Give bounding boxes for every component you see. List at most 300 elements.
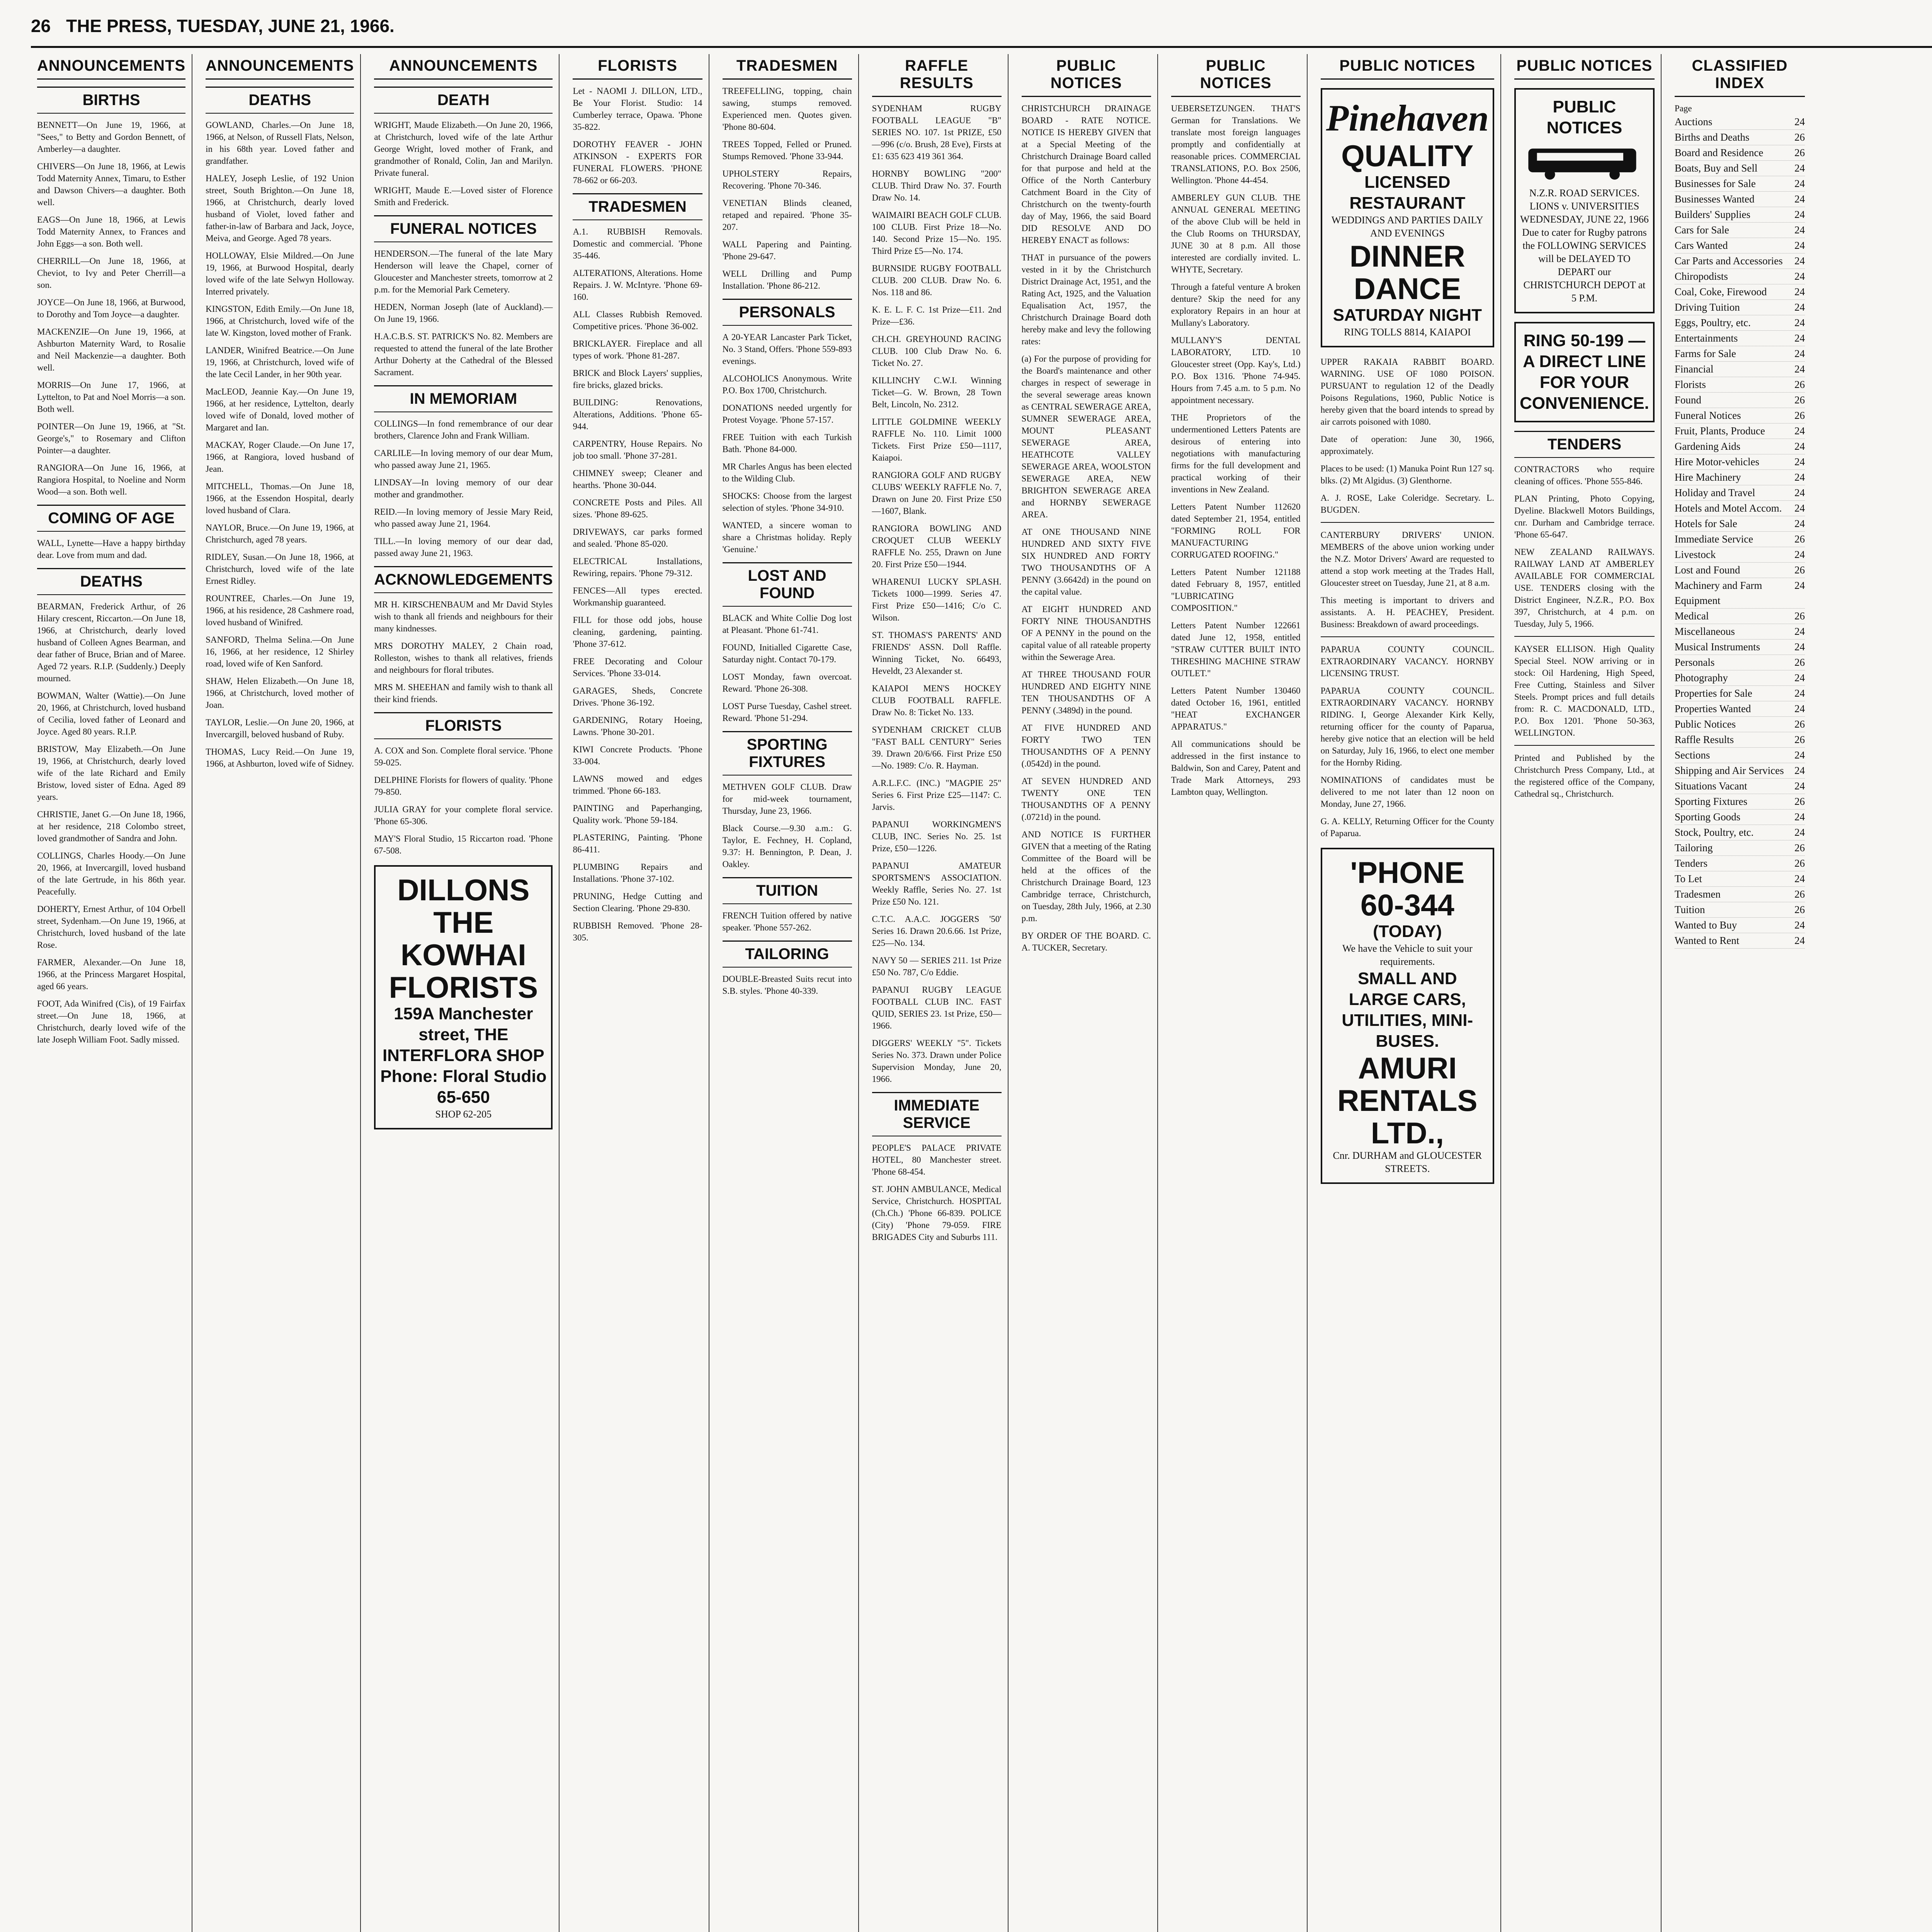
notice-paragraph: HORNBY BOWLING "200" CLUB. Third Draw No. 37. Fourth Draw No. 14. xyxy=(872,169,1002,202)
pinehaven-dinner-dance: DINNER DANCE xyxy=(1349,239,1465,306)
notice-paragraph: C.T.C. A.A.C. JOGGERS '50' Series 16. Drawn 20.6.66. 1st Prize, £25—No. 134. xyxy=(872,914,1002,948)
index-page: 26 xyxy=(1794,842,1805,854)
index-page: 24 xyxy=(1794,301,1805,313)
amuri-blurb: We have the Vehicle to suit your requirements. xyxy=(1342,943,1473,967)
index-label: Tenders xyxy=(1674,857,1708,869)
section-title: TAILORING xyxy=(723,940,852,968)
index-row[interactable] xyxy=(1675,470,1805,485)
notice-paragraph: PAPARUA COUNTY COUNCIL. EXTRAORDINARY VACANCY. HORNBY LICENSING TRUST. xyxy=(1320,645,1494,678)
section-body xyxy=(872,102,1002,1085)
pinehaven-phone: RING TOLLS 8814, KAIAPOI xyxy=(1344,327,1471,338)
index-label: Funeral Notices xyxy=(1674,410,1741,421)
notice-paragraph: BRICK and Block Layers' supplies, fire bricks, glazed bricks. xyxy=(573,368,702,390)
index-label: Stock, Poultry, etc. xyxy=(1674,827,1754,838)
notice-paragraph: A.1. RUBBISH Removals. Domestic and commercial. 'Phone 35-446. xyxy=(573,227,702,260)
notice-paragraph: THAT in pursuance of the powers vested in it by the Christchurch District Drainage Act, 1951, and the Rating Act, 1925, and the Valuation Equalisation Act, 1957, the Christchurch Drainage Board doth hereby make and levy the following rates: xyxy=(1021,253,1151,346)
column-heading: ANNOUNCEMENTS xyxy=(37,54,185,80)
index-label: Wanted to Rent xyxy=(1674,935,1740,946)
section-body xyxy=(206,119,354,770)
section-body xyxy=(1022,102,1151,954)
index-row[interactable] xyxy=(1675,377,1805,393)
notice-paragraph: SHAW, Helen Elizabeth.—On June 18, 1966, at Christchurch, loved mother of Joan. xyxy=(206,676,354,710)
notice-paragraph: CH.CH. GREYHOUND RACING CLUB. 100 Club Draw No. 6. Ticket No. 27. xyxy=(872,334,1002,368)
notice-paragraph: DONATIONS needed urgently for Protest Voyage. 'Phone 57-157. xyxy=(722,403,852,425)
index-label: Chiropodists xyxy=(1674,270,1728,282)
section-title: BIRTHS xyxy=(37,87,185,114)
notice-paragraph: WRIGHT, Maude E.—Loved sister of Florence Smith and Frederick. xyxy=(374,185,553,207)
notice-paragraph: ELECTRICAL Installations, Rewiring, repairs. 'Phone 79-312. xyxy=(573,556,702,578)
index-label: Public Notices xyxy=(1674,718,1736,730)
ring-banner-text: RING 50-199 — A DIRECT LINE FOR YOUR CONVENIENCE. xyxy=(1519,331,1649,413)
index-page: 24 xyxy=(1794,749,1805,761)
notice-paragraph: BLACK and White Collie Dog lost at Pleasant. 'Phone 61-741. xyxy=(722,613,852,635)
index-label: Entertainments xyxy=(1674,332,1738,344)
index-label: Properties Wanted xyxy=(1674,703,1751,714)
notice-paragraph: NEW ZEALAND RAILWAYS. RAILWAY LAND AT AMBERLEY AVAILABLE FOR COMMERCIAL USE. TENDERS closing with the District Engineer, N.Z.R., P.O. Box 397, Christchurch, at 4 p.m. on Tuesday, July 5, 1966. xyxy=(1514,547,1655,629)
index-row[interactable] xyxy=(1675,223,1805,238)
section-divider xyxy=(1321,636,1494,637)
index-row[interactable] xyxy=(1675,114,1805,130)
index-row[interactable] xyxy=(1675,161,1805,176)
index-page: 24 xyxy=(1794,471,1805,483)
notice-paragraph: RUBBISH Removed. 'Phone 28-305. xyxy=(573,921,702,942)
index-row[interactable] xyxy=(1675,300,1805,315)
notice-paragraph: HEDEN, Norman Joseph (late of Auckland).—On June 19, 1966. xyxy=(374,302,553,324)
notice-paragraph: AT THREE THOUSAND FOUR HUNDRED AND EIGHTY NINE TEN THOUSANDTHS OF A PENNY (.3489d) in the pound. xyxy=(1021,670,1151,715)
notice-paragraph: A.R.L.F.C. (INC.) "MAGPIE 25" Series 6. First Prize £25—1147: C. Jarvis. xyxy=(872,778,1002,812)
dillons-shop: SHOP 62-205 xyxy=(435,1109,492,1120)
index-row[interactable] xyxy=(1675,701,1805,717)
section-title: TRADESMEN xyxy=(573,193,702,220)
notice-paragraph: MR H. KIRSCHENBAUM and Mr David Styles wish to thank all friends and neighbours for their many kindnesses. xyxy=(374,600,553,633)
index-row[interactable] xyxy=(1675,130,1805,145)
notice-paragraph: WRIGHT, Maude Elizabeth.—On June 20, 1966, at Christchurch, loved wife of the late Arthur George Wright, loved mother of Frank, and grandmother of Ronald, Colin, Jan and Marilyn. Private funeral. xyxy=(374,120,553,178)
index-label: Miscellaneous xyxy=(1674,626,1735,637)
notice-paragraph: WELL Drilling and Pump Installation. 'Phone 86-212. xyxy=(722,269,852,291)
index-row[interactable] xyxy=(1675,856,1805,871)
notice-paragraph: MACKAY, Roger Claude.—On June 17, 1966, at Rangiora, loved husband of Jean. xyxy=(206,440,354,474)
notice-paragraph: Black Course.—9.30 a.m.: G. Taylor, E. Fechney, H. Copland, 9.37: H. Bennington, P. Dean, J. Oakley. xyxy=(722,823,852,869)
notice-paragraph: BRISTOW, May Elizabeth.—On June 19, 1966, at Christchurch, dearly loved wife of the late Richard and Emily Bristow, loved sister of Edna. Aged 89 years. xyxy=(37,744,186,802)
notice-paragraph: PLASTERING, Painting. 'Phone 86-411. xyxy=(573,833,702,854)
index-row[interactable] xyxy=(1675,578,1805,609)
notice-paragraph: CHIMNEY sweep; Cleaner and hearths. 'Phone 30-044. xyxy=(573,468,702,490)
dillons-address: 159A Manchester street, THE INTERFLORA SHOP xyxy=(382,1004,544,1065)
index-row[interactable] xyxy=(1675,547,1805,563)
column-2 xyxy=(199,54,361,1932)
section-body xyxy=(723,910,852,934)
index-page: 24 xyxy=(1794,549,1805,560)
classified-index-list xyxy=(1675,114,1805,949)
index-label: Sporting Fixtures xyxy=(1674,796,1748,807)
section-body xyxy=(723,612,852,724)
notice-paragraph: WHARENUI LUCKY SPLASH. Tickets 1000—1999. Series 47. First Prize £50—1416; C/o C. Wilson. xyxy=(872,577,1002,622)
index-row[interactable] xyxy=(1675,253,1805,269)
index-row[interactable] xyxy=(1675,393,1805,408)
pinehaven-ad xyxy=(1321,88,1494,347)
notice-paragraph: TILL.—In loving memory of our dear dad, passed away June 21, 1963. xyxy=(374,536,553,558)
index-row[interactable] xyxy=(1675,639,1805,655)
index-row[interactable] xyxy=(1675,902,1805,918)
notice-paragraph: CANTERBURY DRIVERS' UNION. MEMBERS of the above union working under the N.Z. Motor Drivers' Award are requested to attend a stop work meeting at the Trades Hall, Gloucester street on Tuesday, June 21, at 8 a.m. xyxy=(1320,530,1494,588)
notice-paragraph: BRICKLAYER. Fireplace and all types of work. 'Phone 81-287. xyxy=(573,339,702,361)
index-label: Coal, Coke, Firewood xyxy=(1674,286,1767,298)
section-body xyxy=(374,745,553,857)
amuri-address: Cnr. DURHAM and GLOUCESTER STREETS. xyxy=(1333,1150,1482,1174)
notice-paragraph: JULIA GRAY for your complete floral service. 'Phone 65-306. xyxy=(374,804,553,826)
notice-paragraph: H.A.C.B.S. ST. PATRICK'S No. 82. Members are requested to attend the funeral of the late Brother Arthur Doherty at the Cathedral of the Blessed Sacrament. xyxy=(374,332,553,377)
index-row[interactable] xyxy=(1675,284,1805,300)
section-title: IMMEDIATE SERVICE xyxy=(872,1092,1002,1136)
index-page: 24 xyxy=(1794,827,1805,838)
notice-paragraph: MRS DOROTHY MALEY, 2 Chain road, Rolleston, wishes to thank all relatives, friends and neighbours for floral tributes. xyxy=(374,641,553,675)
section-title: IN MEMORIAM xyxy=(374,385,553,412)
index-row[interactable] xyxy=(1675,192,1805,207)
index-row[interactable] xyxy=(1675,423,1805,439)
index-row[interactable] xyxy=(1675,825,1805,840)
section-title: PERSONALS xyxy=(723,299,852,326)
bus-notice-line1: N.Z.R. ROAD SERVICES. LIONS v. UNIVERSITIES xyxy=(1529,187,1640,212)
page-number: 26 xyxy=(31,16,51,36)
index-row[interactable] xyxy=(1675,794,1805,810)
notice-paragraph: Letters Patent Number 130460 dated October 16, 1961, entitled "HEAT EXCHANGER APPARATUS." xyxy=(1171,686,1301,731)
index-row[interactable] xyxy=(1675,145,1805,161)
section-divider xyxy=(1514,636,1655,637)
index-row[interactable] xyxy=(1675,887,1805,902)
index-row[interactable] xyxy=(1675,810,1805,825)
section-title: COMING OF AGE xyxy=(37,505,185,532)
masthead: THE PRESS, TUESDAY, JUNE 21, 1966. xyxy=(66,16,395,36)
section-body xyxy=(1514,463,1655,630)
notice-paragraph: FARMER, Alexander.—On June 18, 1966, at the Princess Margaret Hospital, aged 66 years. xyxy=(37,957,186,991)
notice-paragraph: This meeting is important to drivers and assistants. A. H. PEACHEY, President. Business: Breakdown of award proceedings. xyxy=(1320,595,1494,629)
index-page: 26 xyxy=(1794,610,1805,622)
index-row[interactable] xyxy=(1675,362,1805,377)
index-page: 26 xyxy=(1794,131,1805,143)
index-label: Wanted to Buy xyxy=(1674,919,1737,931)
notice-paragraph: FRENCH Tuition offered by native speaker. 'Phone 557-262. xyxy=(722,911,852,932)
notice-paragraph: KIWI Concrete Products. 'Phone 33-004. xyxy=(573,745,702,766)
index-page: 24 xyxy=(1794,811,1805,823)
notice-paragraph: KINGSTON, Edith Emily.—On June 18, 1966, at Christchurch, loved wife of the late W. Kingston, loved mother of Frank. xyxy=(206,304,354,338)
section-body xyxy=(37,537,185,561)
notice-paragraph: HENDERSON.—The funeral of the late Mary Henderson will leave the Chapel, corner of Gloucester and Manchester streets, tomorrow at 2 p.m. for the Memorial Park Cemetery. xyxy=(374,249,553,294)
index-row[interactable] xyxy=(1675,763,1805,779)
notice-paragraph: POINTER—On June 19, 1966, at "St. George's," to Rosemary and Clifton Pointer—a daughter. xyxy=(37,422,186,455)
index-page: 26 xyxy=(1794,718,1805,730)
notice-paragraph: DRIVEWAYS, car parks formed and sealed. 'Phone 85-020. xyxy=(573,527,702,549)
notice-paragraph: DIGGERS' WEEKLY "5". Tickets Series No. 373. Drawn under Police Supervision Monday, June 20, 1966. xyxy=(872,1038,1002,1084)
notice-paragraph: NOMINATIONS of candidates must be delivered to me not later than 12 noon on Monday, June 27, 1966. xyxy=(1320,775,1494,809)
notice-paragraph: MORRIS—On June 17, 1966, at Lyttelton, to Pat and Noel Morris—a son. Both well. xyxy=(37,380,186,414)
index-page: 24 xyxy=(1794,116,1805,128)
notice-paragraph: PEOPLE'S PALACE PRIVATE HOTEL, 80 Manchester street. 'Phone 68-454. xyxy=(872,1143,1002,1177)
notice-paragraph: ST. THOMAS'S PARENTS' AND FRIENDS' ASSN. Doll Raffle. Winning Ticket, No. 66493, Heveldt, 23 Alexander st. xyxy=(872,630,1002,676)
notice-paragraph: FENCES—All types erected. Workmanship guaranteed. xyxy=(573,586,702,607)
notice-paragraph: DOUBLE-Breasted Suits recut into S.B. styles. 'Phone 40-339. xyxy=(722,974,852,996)
index-row[interactable] xyxy=(1675,532,1805,547)
notice-paragraph: MULLANY'S DENTAL LABORATORY, LTD. 10 Gloucester street (Opp. Kay's, Ltd.) P.O. Box 1316. 'Phone 74-945. Hours from 7.45 a.m. to 5 p.m. No appointment necessary. xyxy=(1171,335,1301,405)
index-row[interactable] xyxy=(1675,408,1805,423)
index-label: Lost and Found xyxy=(1674,564,1740,576)
notice-paragraph: FILL for those odd jobs, house cleaning, gardening, painting. 'Phone 37-612. xyxy=(573,615,702,649)
index-row[interactable] xyxy=(1675,439,1805,454)
notice-paragraph: GOWLAND, Charles.—On June 18, 1966, at Nelson, of Russell Flats, Nelson, in his 68th year. Loved father and grandfather. xyxy=(206,120,354,166)
column-5 xyxy=(716,54,859,1932)
index-row[interactable] xyxy=(1675,315,1805,331)
notice-paragraph: Letters Patent Number 122661 dated June 12, 1958, entitled "STRAW CUTTER BUILT INTO THRESHING MACHINE STRAW OUTLET." xyxy=(1171,621,1301,678)
index-row[interactable] xyxy=(1675,454,1805,470)
index-label: Businesses Wanted xyxy=(1674,193,1755,205)
notice-paragraph: SANFORD, Thelma Selina.—On June 16, 1966, at her residence, 12 Shirley road, loved wife of Ken Sanford. xyxy=(206,635,354,668)
index-page: 24 xyxy=(1794,873,1805,884)
index-row[interactable] xyxy=(1675,686,1805,701)
index-page: 24 xyxy=(1794,332,1805,344)
notice-paragraph: SHOCKS: Choose from the largest selection of styles. 'Phone 34-910. xyxy=(722,491,852,513)
notice-paragraph: Places to be used: (1) Manuka Point Run 127 sq. blks. (2) Mt Algidus. (3) Glenthorne. xyxy=(1320,464,1494,485)
index-page: 24 xyxy=(1794,641,1805,653)
section-divider xyxy=(1321,522,1494,523)
index-row[interactable] xyxy=(1675,563,1805,578)
pinehaven-saturday: SATURDAY NIGHT xyxy=(1333,306,1482,325)
notice-paragraph: CHRISTCHURCH DRAINAGE BOARD - RATE NOTICE. NOTICE IS HEREBY GIVEN that at a Special Meeting of the Christchurch Drainage Board called for that purpose and held at the Office of the North Canterbury Catchment Board in the City of Christchurch on the twenty-fourth day of May, 1966, the said Board DID RESOLVE AND DO HEREBY ENACT as follows: xyxy=(1021,104,1151,245)
index-label: Medical xyxy=(1674,610,1709,622)
section-body xyxy=(374,119,553,208)
notice-paragraph: BURNSIDE RUGBY FOOTBALL CLUB. 200 CLUB. Draw No. 6. Nos. 118 and 86. xyxy=(872,264,1002,297)
section-title: TUITION xyxy=(723,877,852,904)
page-header xyxy=(31,15,1932,48)
index-row[interactable] xyxy=(1675,331,1805,346)
bus-notice-line3: Due to cater for Rugby patrons the FOLLOWING SERVICES will be DELAYED TO DEPART our CHRISTCHURCH DEPOT at 5 P.M. xyxy=(1522,227,1647,304)
notice-paragraph: TREES Topped, Felled or Pruned. Stumps Removed. 'Phone 33-944. xyxy=(722,139,852,161)
column-heading: FLORISTS xyxy=(573,54,702,80)
index-row[interactable] xyxy=(1675,717,1805,732)
index-page: 24 xyxy=(1794,580,1805,591)
notice-paragraph: FREE Decorating and Colour Services. 'Phone 33-014. xyxy=(573,656,702,678)
notice-paragraph: FREE Tuition with each Turkish Bath. 'Phone 84-000. xyxy=(722,432,852,454)
index-page: 26 xyxy=(1794,533,1805,545)
notice-paragraph: ALTERATIONS, Alterations. Home Repairs. J. W. McIntyre. 'Phone 69-160. xyxy=(573,268,702,302)
notice-paragraph: TREEFELLING, topping, chain sawing, stumps removed. Experienced men. Quotes given. 'Phone 80-604. xyxy=(722,86,852,132)
index-label: Photography xyxy=(1674,672,1728,684)
notice-paragraph: COLLINGS, Charles Hoody.—On June 20, 1966, at Invercargill, loved husband of the late Gertrude, in his 86th year. Peacefully. xyxy=(37,851,186,896)
notice-paragraph: VENETIAN Blinds cleaned, retaped and repaired. 'Phone 35-207. xyxy=(722,198,852,232)
index-page: 24 xyxy=(1794,440,1805,452)
index-row[interactable] xyxy=(1675,732,1805,748)
notice-paragraph: Through a fateful venture A broken denture? Skip the need for any exploratory Repairs in an hour at Mullany's Laboratory. xyxy=(1171,282,1301,328)
notice-paragraph: JOYCE—On June 18, 1966, at Burwood, to Dorothy and Tom Joyce—a daughter. xyxy=(37,298,186,319)
index-row[interactable] xyxy=(1675,269,1805,284)
notice-paragraph: LOST Monday, fawn overcoat. Reward. 'Phone 26-308. xyxy=(722,672,852,694)
notice-paragraph: DOHERTY, Ernest Arthur, of 104 Orbell street, Sydenham.—On June 19, 1966, at Christchurch, loved husband of the late Rose. xyxy=(37,904,186,950)
notice-paragraph: KILLINCHY C.W.I. Winning Ticket—G. W. Brown, 28 Town Belt, Lincoln, No. 2312. xyxy=(872,376,1002,409)
notice-paragraph: PAPARUA COUNTY COUNCIL. EXTRAORDINARY VACANCY. HORNBY RIDING. I, George Alexander Kirk Kelly, returning officer for the county of Paparua, hereby give notice that an election will be held on Saturday, July 16, 1966, to elect one member for the Hornby Riding. xyxy=(1320,686,1494,767)
index-row[interactable] xyxy=(1675,840,1805,856)
section-body xyxy=(374,248,553,378)
notice-paragraph: AT EIGHT HUNDRED AND FORTY NINE THOUSANDTHS OF A PENNY in the pound on the capital value of all rateable property within the Sewerage Area. xyxy=(1021,604,1151,662)
index-row[interactable] xyxy=(1675,609,1805,624)
notice-paragraph: UEBERSETZUNGEN. THAT'S German for Translations. We translate most foreign languages promptly and confidentially at reasonable prices. COMMERCIAL TRANSLATIONS, P.O. Box 2506, Wellington. 'Phone 44-454. xyxy=(1171,104,1301,185)
notice-paragraph: NAYLOR, Bruce.—On June 19, 1966, at Christchurch, aged 78 years. xyxy=(206,523,354,544)
column-4 xyxy=(566,54,709,1932)
index-label: Hire Machinery xyxy=(1674,471,1741,483)
index-row[interactable] xyxy=(1675,176,1805,192)
notice-paragraph: PAINTING and Paperhanging, Quality work. 'Phone 59-184. xyxy=(573,803,702,825)
section-title: LOST AND FOUND xyxy=(723,562,852,607)
index-label: Board and Residence xyxy=(1674,147,1764,158)
notice-paragraph: Letters Patent Number 112620 dated September 21, 1954, entitled "FORMING ROLL FOR MANUFACTURING CORRUGATED ROOFING." xyxy=(1171,502,1301,560)
notice-paragraph: AMBERLEY GUN CLUB. THE ANNUAL GENERAL MEETING of the above Club will be held in the Club Rooms on THURSDAY, JUNE 30 at 8 p.m. All those interested are cordially invited. L. WHYTE, Secretary. xyxy=(1171,193,1301,274)
column-heading: TRADESMEN xyxy=(723,54,852,80)
notice-paragraph: K. E. L. F. C. 1st Prize—£11. 2nd Prize—£36. xyxy=(872,305,1002,327)
notice-paragraph: AND NOTICE IS FURTHER GIVEN that a meeting of the Rating Committee of the Board will be held at the offices of the Christchurch Drainage Board, 123 Cambridge terrace, Christchurch, on Tuesday, 28th July, 1966, at 2.30 p.m. xyxy=(1021,830,1151,923)
section-body xyxy=(1321,356,1494,516)
notice-paragraph: A. J. ROSE, Lake Coleridge. Secretary. L. BUGDEN. xyxy=(1320,493,1494,515)
section-title: SPORTING FIXTURES xyxy=(723,731,852,776)
index-page: 24 xyxy=(1794,270,1805,282)
column-1 xyxy=(31,54,192,1932)
notice-paragraph: CONCRETE Posts and Piles. All sizes. 'Phone 89-625. xyxy=(573,498,702,519)
index-label: Sections xyxy=(1674,749,1710,761)
section-body xyxy=(573,226,702,944)
index-page: 24 xyxy=(1794,626,1805,637)
index-label: Found xyxy=(1674,394,1701,406)
index-row[interactable] xyxy=(1675,933,1805,949)
notice-paragraph: KAYSER ELLISON. High Quality Special Steel. NOW arriving or in stock: Oil Hardening, High Speed, Free Cutting, Stainless and Silver Steels. Prompt prices and full details from: R. C. MACDONALD, LTD., P.O. Box 1201. 'Phone 50-363, WELLINGTON. xyxy=(1514,644,1655,738)
index-row[interactable] xyxy=(1675,238,1805,253)
column-11 xyxy=(1668,54,1811,1932)
index-page: 26 xyxy=(1794,564,1805,576)
section-body xyxy=(573,85,702,186)
index-label: Machinery and Farm Equipment xyxy=(1674,580,1762,606)
index-page: 24 xyxy=(1794,765,1805,776)
index-row[interactable] xyxy=(1675,918,1805,933)
index-page: 26 xyxy=(1794,888,1805,900)
index-page: 26 xyxy=(1794,394,1805,406)
notice-paragraph: BEARMAN, Frederick Arthur, of 26 Hilary crescent, Riccarton.—On June 18, 1966, at Christchurch, dearly loved husband of Colleen Agnes Bearman, and dear father of Bruce, Brian and of Maree. Aged 72 years. R.I.P. (Suddenly.) Deeply mourned. xyxy=(37,602,186,683)
index-row[interactable] xyxy=(1675,485,1805,501)
column-heading: ANNOUNCEMENTS xyxy=(374,54,553,80)
section-body xyxy=(1514,643,1655,739)
notice-paragraph: Date of operation: June 30, 1966, approximately. xyxy=(1320,434,1494,456)
notice-paragraph: THE Proprietors of the undermentioned Letters Patents are desirous of entering into negotiations with manufacturing firms for the full development and practical working of their inventions in New Zealand. xyxy=(1171,413,1301,494)
index-page: 24 xyxy=(1794,502,1805,514)
notice-paragraph: EAGS—On June 18, 1966, at Lewis Todd Maternity Annex, to Frances and John Eggs—a son. Both well. xyxy=(37,215,186,248)
index-label: Tradesmen xyxy=(1674,888,1721,900)
index-page: 26 xyxy=(1794,904,1805,915)
index-row[interactable] xyxy=(1675,670,1805,686)
index-label: To Let xyxy=(1674,873,1702,884)
index-row[interactable] xyxy=(1675,871,1805,887)
index-label: Gardening Aids xyxy=(1674,440,1741,452)
index-row[interactable] xyxy=(1675,655,1805,670)
section-title: FLORISTS xyxy=(374,712,553,739)
notice-paragraph: WALL Papering and Painting. 'Phone 29-647. xyxy=(722,240,852,261)
index-label: Eggs, Poultry, etc. xyxy=(1674,317,1751,328)
notice-paragraph: PAPANUI WORKINGMEN'S CLUB, INC. Series No. 25. 1st Prize, £50—1226. xyxy=(872,820,1002,853)
index-label: Fruit, Plants, Produce xyxy=(1674,425,1765,437)
notice-paragraph: A 20-YEAR Lancaster Park Ticket, No. 3 Stand, Offers. 'Phone 559-893 evenings. xyxy=(722,332,852,366)
index-label: Hotels and Motel Accom. xyxy=(1674,502,1782,514)
notice-paragraph: RANGIORA GOLF AND RUGBY CLUBS' WEEKLY RAFFLE No. 7, Drawn on June 20. First Prize £50—1607, Blank. xyxy=(872,470,1002,516)
notice-paragraph: ST. JOHN AMBULANCE, Medical Service, Christchurch. HOSPITAL (Ch.Ch.) 'Phone 66-839. POLICE (City) 'Phone 79-059. FIRE BRIGADES City and Suburbs 111. xyxy=(872,1184,1002,1242)
index-row[interactable] xyxy=(1675,624,1805,639)
notice-paragraph: ALL Classes Rubbish Removed. Competitive prices. 'Phone 36-002. xyxy=(573,310,702,331)
dillons-kowhai: THE KOWHAI xyxy=(400,905,526,972)
column-heading: CLASSIFIED INDEX xyxy=(1675,54,1805,97)
notice-paragraph: Let - NAOMI J. DILLON, LTD., Be Your Florist. Studio: 14 Cumberley terrace, Opawa. 'Phone 35-822. xyxy=(573,86,702,132)
section-body xyxy=(1321,643,1494,839)
index-label: Cars for Sale xyxy=(1674,224,1729,236)
amuri-phone: 'PHONE 60-344 xyxy=(1350,855,1465,922)
notice-paragraph: DELPHINE Florists for flowers of quality. 'Phone 79-850. xyxy=(374,775,553,797)
bus-icon xyxy=(1520,138,1649,185)
index-label: Auctions xyxy=(1674,116,1713,128)
notice-paragraph: UPPER RAKAIA RABBIT BOARD. WARNING. USE OF 1080 POISON. PURSUANT to regulation 12 of the Deadly Poisons Regulations, 1960, Public Notice is hereby given that the board intends to spread by air carrots poisoned with 1080. xyxy=(1320,357,1494,427)
notice-paragraph: SYDENHAM CRICKET CLUB "FAST BALL CENTURY" Series 39. Drawn 20/6/66. First Prize £50—No. 1989: C/o. R. Hayman. xyxy=(872,725,1002,770)
pinehaven-licensed: LICENSED RESTAURANT xyxy=(1349,173,1466,213)
column-3 xyxy=(368,54,560,1932)
index-row[interactable] xyxy=(1675,207,1805,223)
index-label: Driving Tuition xyxy=(1674,301,1740,313)
index-page: 24 xyxy=(1794,687,1805,699)
column-heading: PUBLIC NOTICES xyxy=(1022,54,1151,97)
notice-paragraph: WAIMAIRI BEACH GOLF CLUB. 100 CLUB. First Prize 18—No. 140. Second Prize 15—No. 195. Third Prize £5—No. 174. xyxy=(872,210,1002,256)
section-body xyxy=(374,599,553,705)
section-body xyxy=(872,1142,1002,1243)
section-body xyxy=(37,600,185,1046)
index-row[interactable] xyxy=(1675,501,1805,516)
dillons-phone: Phone: Floral Studio 65-650 xyxy=(380,1067,547,1107)
notice-paragraph: RIDLEY, Susan.—On June 18, 1966, at Christchurch, loved wife of the late Ernest Ridley. xyxy=(206,552,354,586)
index-page: 26 xyxy=(1794,410,1805,421)
notice-paragraph: AT ONE THOUSAND NINE HUNDRED AND SIXTY FIVE SIX HUNDRED AND FORTY TWO THOUSANDTHS OF A PENNY (3.6642d) in the pound on the capital value. xyxy=(1021,527,1151,597)
section-body xyxy=(723,973,852,997)
index-label: Financial xyxy=(1674,363,1714,375)
index-row[interactable] xyxy=(1675,346,1805,362)
notice-paragraph: WANTED, a sincere woman to share a Christmas holiday. Reply 'Genuine.' xyxy=(722,520,852,554)
notice-paragraph: REID.—In loving memory of Jessie Mary Reid, who passed away June 21, 1964. xyxy=(374,507,553,529)
index-label: Properties for Sale xyxy=(1674,687,1752,699)
index-page: 24 xyxy=(1794,780,1805,792)
notice-paragraph: NAVY 50 — SERIES 211. 1st Prize £50 No. 787, C/o Eddie. xyxy=(872,956,1002,977)
index-row[interactable] xyxy=(1675,748,1805,763)
column-6 xyxy=(866,54,1009,1932)
index-row[interactable] xyxy=(1675,779,1805,794)
dillons-florists: FLORISTS xyxy=(389,970,538,1004)
notice-paragraph: CONTRACTORS who require cleaning of offices. 'Phone 555-846. xyxy=(1514,464,1655,486)
columns-container xyxy=(31,54,1932,1932)
section-title: FUNERAL NOTICES xyxy=(374,215,553,242)
notice-paragraph: CHRISTIE, Janet G.—On June 18, 1966, at her residence, 218 Colombo street, loved grandmother of Sandra and John. xyxy=(37,810,186,843)
notice-paragraph: CHIVERS—On June 18, 1966, at Lewis Todd Maternity Annex, Timaru, to Esther and Dawson Chivers—a daughter. Both well. xyxy=(37,162,186,207)
pinehaven-weddings: WEDDINGS AND PARTIES DAILY AND EVENINGS xyxy=(1331,214,1483,239)
notice-paragraph: PLUMBING Repairs and Installations. 'Phone 37-102. xyxy=(573,862,702,884)
section-divider xyxy=(1514,745,1655,746)
notice-paragraph: BOWMAN, Walter (Wattie).—On June 20, 1966, at Christchurch, loved husband of Cecilia, loved father of Leonard and Joyce. Aged 80 years. R.I.P. xyxy=(37,691,186,736)
notice-paragraph: THOMAS, Lucy Reid.—On June 19, 1966, at Ashburton, loved wife of Sidney. xyxy=(206,747,354,769)
amuri-name: AMURI RENTALS LTD., xyxy=(1337,1051,1478,1150)
index-label: Hire Motor-vehicles xyxy=(1674,456,1760,468)
column-9 xyxy=(1315,54,1501,1932)
notice-paragraph: HOLLOWAY, Elsie Mildred.—On June 19, 1966, at Burwood Hospital, dearly loved wife of the late Selwyn Holloway. Interred privately. xyxy=(206,251,354,296)
notice-paragraph: BUILDING: Renovations, Alterations, Additions. 'Phone 65-944. xyxy=(573,398,702,431)
index-page: 26 xyxy=(1794,147,1805,158)
section-body xyxy=(723,331,852,555)
index-page: 26 xyxy=(1794,656,1805,668)
index-row[interactable] xyxy=(1675,516,1805,532)
index-label: Hotels for Sale xyxy=(1674,518,1737,529)
